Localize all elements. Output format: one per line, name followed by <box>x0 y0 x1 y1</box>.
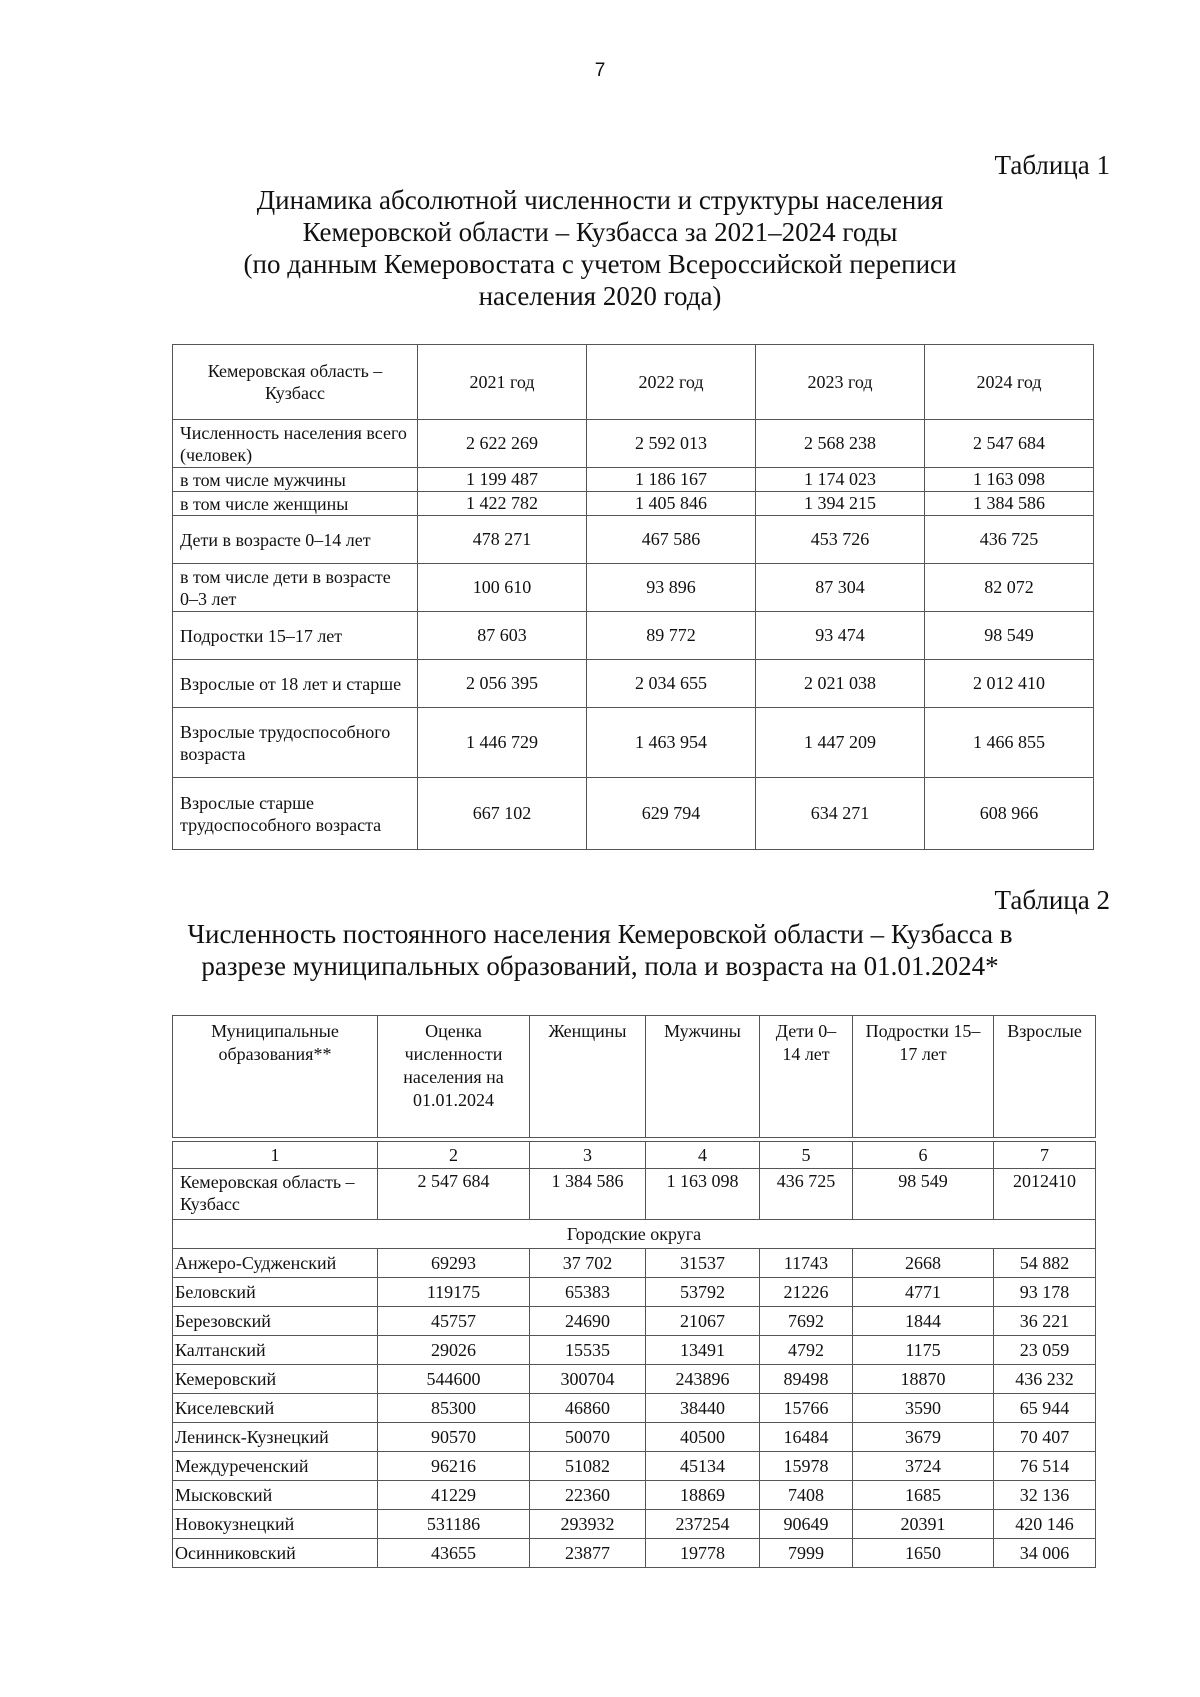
value-cell: 19778 <box>646 1539 760 1568</box>
table-header-row <box>173 1016 1096 1138</box>
value-cell: 2 547 684 <box>925 420 1094 468</box>
value-cell: 11743 <box>760 1249 853 1278</box>
group-label: Городские округа <box>173 1220 1096 1249</box>
row-label: Дети в возрасте 0–14 лет <box>173 516 418 564</box>
value-cell: 3590 <box>853 1394 994 1423</box>
value-cell: 237254 <box>646 1510 760 1539</box>
table-row <box>173 1249 1096 1278</box>
value-cell: 36 221 <box>994 1307 1096 1336</box>
total-row <box>173 1169 1096 1220</box>
value-cell: 51082 <box>530 1452 646 1481</box>
value-cell: 65 944 <box>994 1394 1096 1423</box>
value-cell: 1685 <box>853 1481 994 1510</box>
value-cell: 2 034 655 <box>587 660 756 708</box>
table-row <box>173 612 1094 660</box>
value-cell: 2 568 238 <box>756 420 925 468</box>
value-cell: 2 547 684 <box>378 1169 530 1220</box>
table1-title-line: Динамика абсолютной численности и структуры населения <box>256 185 944 215</box>
population-dynamics-table <box>172 344 1094 850</box>
value-cell: 1 394 215 <box>756 492 925 516</box>
table-row <box>173 1423 1096 1452</box>
value-cell: 7692 <box>760 1307 853 1336</box>
value-cell: 29026 <box>378 1336 530 1365</box>
table1-label: Таблица 1 <box>994 150 1110 180</box>
value-cell: 2 012 410 <box>925 660 1094 708</box>
column-number: 5 <box>760 1142 853 1169</box>
value-cell: 96216 <box>378 1452 530 1481</box>
value-cell: 46860 <box>530 1394 646 1423</box>
value-cell: 45134 <box>646 1452 760 1481</box>
header-cell: Мужчины <box>646 1016 760 1138</box>
row-label: Киселевский <box>173 1394 378 1423</box>
value-cell: 1 463 954 <box>587 708 756 778</box>
row-label: в том числе дети в возрасте 0–3 лет <box>173 564 418 612</box>
value-cell: 420 146 <box>994 1510 1096 1539</box>
value-cell: 31537 <box>646 1249 760 1278</box>
header-cell: 2024 год <box>925 345 1094 420</box>
value-cell: 293932 <box>530 1510 646 1539</box>
value-cell: 65383 <box>530 1278 646 1307</box>
row-label: Междуреченский <box>173 1452 378 1481</box>
municipal-population-table <box>172 1015 1096 1568</box>
value-cell: 40500 <box>646 1423 760 1452</box>
value-cell: 1 163 098 <box>925 468 1094 492</box>
value-cell: 70 407 <box>994 1423 1096 1452</box>
header-cell: 2022 год <box>587 345 756 420</box>
row-label: Березовский <box>173 1307 378 1336</box>
value-cell: 1 384 586 <box>530 1169 646 1220</box>
value-cell: 1650 <box>853 1539 994 1568</box>
row-label: Новокузнецкий <box>173 1510 378 1539</box>
table-row <box>173 1510 1096 1539</box>
value-cell: 20391 <box>853 1510 994 1539</box>
value-cell: 4771 <box>853 1278 994 1307</box>
value-cell: 1 447 209 <box>756 708 925 778</box>
header-cell: 2023 год <box>756 345 925 420</box>
value-cell: 24690 <box>530 1307 646 1336</box>
row-label: Мысковский <box>173 1481 378 1510</box>
row-label: Кемеровский <box>173 1365 378 1394</box>
column-number-row <box>173 1142 1096 1169</box>
value-cell: 2668 <box>853 1249 994 1278</box>
table-row <box>173 468 1094 492</box>
table-row <box>173 708 1094 778</box>
table-row <box>173 516 1094 564</box>
column-number: 6 <box>853 1142 994 1169</box>
value-cell: 2012410 <box>994 1169 1096 1220</box>
value-cell: 32 136 <box>994 1481 1096 1510</box>
value-cell: 608 966 <box>925 778 1094 850</box>
value-cell: 3679 <box>853 1423 994 1452</box>
table-row <box>173 1481 1096 1510</box>
value-cell: 90649 <box>760 1510 853 1539</box>
header-cell: 2021 год <box>418 345 587 420</box>
row-label: Кемеровская область – Кузбасс <box>173 1169 378 1220</box>
value-cell: 15766 <box>760 1394 853 1423</box>
value-cell: 18870 <box>853 1365 994 1394</box>
value-cell: 23 059 <box>994 1336 1096 1365</box>
value-cell: 2 622 269 <box>418 420 587 468</box>
value-cell: 1844 <box>853 1307 994 1336</box>
value-cell: 93 178 <box>994 1278 1096 1307</box>
table-row <box>173 660 1094 708</box>
value-cell: 38440 <box>646 1394 760 1423</box>
value-cell: 69293 <box>378 1249 530 1278</box>
value-cell: 467 586 <box>587 516 756 564</box>
table-row <box>173 1452 1096 1481</box>
header-cell: Кемеровская область – Кузбасс <box>173 345 418 420</box>
row-label: Ленинск-Кузнецкий <box>173 1423 378 1452</box>
value-cell: 100 610 <box>418 564 587 612</box>
value-cell: 634 271 <box>756 778 925 850</box>
column-number: 4 <box>646 1142 760 1169</box>
table-row <box>173 1336 1096 1365</box>
row-label: Анжеро-Судженский <box>173 1249 378 1278</box>
group-row <box>173 1220 1096 1249</box>
value-cell: 1175 <box>853 1336 994 1365</box>
table-header-row <box>173 345 1094 420</box>
value-cell: 90570 <box>378 1423 530 1452</box>
value-cell: 1 405 846 <box>587 492 756 516</box>
value-cell: 1 466 855 <box>925 708 1094 778</box>
row-label: в том числе мужчины <box>173 468 418 492</box>
value-cell: 2 056 395 <box>418 660 587 708</box>
header-cell: Взрослые <box>994 1016 1096 1138</box>
header-cell: Дети 0–14 лет <box>760 1016 853 1138</box>
value-cell: 43655 <box>378 1539 530 1568</box>
value-cell: 4792 <box>760 1336 853 1365</box>
header-cell: Женщины <box>530 1016 646 1138</box>
value-cell: 7408 <box>760 1481 853 1510</box>
value-cell: 16484 <box>760 1423 853 1452</box>
value-cell: 436 725 <box>760 1169 853 1220</box>
value-cell: 531186 <box>378 1510 530 1539</box>
value-cell: 478 271 <box>418 516 587 564</box>
value-cell: 667 102 <box>418 778 587 850</box>
value-cell: 2 021 038 <box>756 660 925 708</box>
table-row <box>173 420 1094 468</box>
row-label: Беловский <box>173 1278 378 1307</box>
table-row <box>173 1365 1096 1394</box>
value-cell: 15978 <box>760 1452 853 1481</box>
column-number: 3 <box>530 1142 646 1169</box>
value-cell: 21067 <box>646 1307 760 1336</box>
value-cell: 3724 <box>853 1452 994 1481</box>
value-cell: 53792 <box>646 1278 760 1307</box>
value-cell: 87 304 <box>756 564 925 612</box>
table1-title-line: Кемеровской области – Кузбасса за 2021–2024 годы <box>302 217 898 247</box>
value-cell: 300704 <box>530 1365 646 1394</box>
value-cell: 2 592 013 <box>587 420 756 468</box>
table1-title-line: населения 2020 года) <box>478 281 722 311</box>
value-cell: 23877 <box>530 1539 646 1568</box>
row-label: Подростки 15–17 лет <box>173 612 418 660</box>
row-label: Численность населения всего (человек) <box>173 420 418 468</box>
value-cell: 93 474 <box>756 612 925 660</box>
row-label: Калтанский <box>173 1336 378 1365</box>
value-cell: 85300 <box>378 1394 530 1423</box>
value-cell: 119175 <box>378 1278 530 1307</box>
table-row <box>173 564 1094 612</box>
table2-title-line: Численность постоянного населения Кемеровской области – Кузбасса в <box>187 919 1013 949</box>
value-cell: 87 603 <box>418 612 587 660</box>
value-cell: 18869 <box>646 1481 760 1510</box>
table-row <box>173 1394 1096 1423</box>
table2-title-line: разрезе муниципальных образований, пола и возраста на 01.01.2024* <box>201 951 999 981</box>
value-cell: 436 232 <box>994 1365 1096 1394</box>
table-row <box>173 1539 1096 1568</box>
row-label: Осинниковский <box>173 1539 378 1568</box>
value-cell: 629 794 <box>587 778 756 850</box>
value-cell: 1 186 167 <box>587 468 756 492</box>
value-cell: 93 896 <box>587 564 756 612</box>
column-number: 2 <box>378 1142 530 1169</box>
value-cell: 41229 <box>378 1481 530 1510</box>
header-cell: Оценка численности населения на 01.01.2024 <box>378 1016 530 1138</box>
page-number: 7 <box>594 60 606 81</box>
value-cell: 1 446 729 <box>418 708 587 778</box>
value-cell: 15535 <box>530 1336 646 1365</box>
value-cell: 1 199 487 <box>418 468 587 492</box>
value-cell: 21226 <box>760 1278 853 1307</box>
value-cell: 243896 <box>646 1365 760 1394</box>
value-cell: 1 384 586 <box>925 492 1094 516</box>
value-cell: 45757 <box>378 1307 530 1336</box>
table-row <box>173 1278 1096 1307</box>
row-label: Взрослые от 18 лет и старше <box>173 660 418 708</box>
value-cell: 89498 <box>760 1365 853 1394</box>
value-cell: 453 726 <box>756 516 925 564</box>
table1-title <box>0 184 1200 312</box>
value-cell: 37 702 <box>530 1249 646 1278</box>
header-cell: Муниципальные образования** <box>173 1016 378 1138</box>
value-cell: 89 772 <box>587 612 756 660</box>
row-label: Взрослые трудоспособного возраста <box>173 708 418 778</box>
column-number: 1 <box>173 1142 378 1169</box>
value-cell: 436 725 <box>925 516 1094 564</box>
value-cell: 22360 <box>530 1481 646 1510</box>
table-row <box>173 1307 1096 1336</box>
header-cell: Подростки 15–17 лет <box>853 1016 994 1138</box>
value-cell: 1 174 023 <box>756 468 925 492</box>
table-row <box>173 492 1094 516</box>
value-cell: 13491 <box>646 1336 760 1365</box>
value-cell: 76 514 <box>994 1452 1096 1481</box>
value-cell: 50070 <box>530 1423 646 1452</box>
value-cell: 1 163 098 <box>646 1169 760 1220</box>
value-cell: 7999 <box>760 1539 853 1568</box>
value-cell: 1 422 782 <box>418 492 587 516</box>
value-cell: 82 072 <box>925 564 1094 612</box>
table2-title <box>0 918 1200 982</box>
table1-title-line: (по данным Кемеровостата с учетом Всероссийской переписи <box>243 249 957 279</box>
value-cell: 34 006 <box>994 1539 1096 1568</box>
value-cell: 98 549 <box>925 612 1094 660</box>
value-cell: 544600 <box>378 1365 530 1394</box>
column-number: 7 <box>994 1142 1096 1169</box>
row-label: Взрослые старше трудоспособного возраста <box>173 778 418 850</box>
value-cell: 54 882 <box>994 1249 1096 1278</box>
table2-label: Таблица 2 <box>994 885 1110 915</box>
value-cell: 98 549 <box>853 1169 994 1220</box>
table-row <box>173 778 1094 850</box>
row-label: в том числе женщины <box>173 492 418 516</box>
